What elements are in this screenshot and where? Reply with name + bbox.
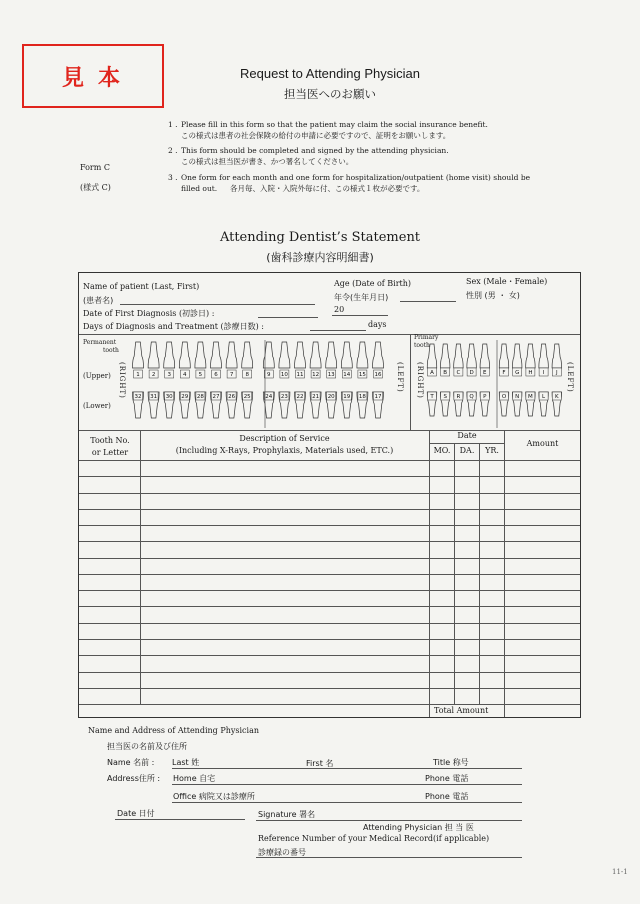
left-label: (LEFT) (396, 362, 404, 393)
date-field[interactable] (115, 819, 245, 820)
signature-label: Signature 署名 (258, 810, 316, 819)
right-label-primary: (RIGHT) (416, 362, 424, 399)
perm-upper-number: 8 (245, 372, 249, 378)
table-row-line (79, 688, 580, 689)
perm-upper-number: 9 (267, 372, 271, 378)
attending-physician-label: Attending Physician 担 当 医 (363, 823, 474, 832)
perm-upper-tooth (295, 342, 306, 368)
perm-upper-number: 2 (151, 372, 156, 378)
perm-lower-number: 24 (265, 394, 273, 400)
perm-upper-tooth (195, 342, 206, 368)
prim-lower-letter: M (528, 394, 533, 400)
col-description: Description of Service (239, 434, 330, 443)
total-amount-label: Total Amount (434, 706, 489, 715)
prim-upper-tooth (539, 344, 549, 368)
table-row-line (79, 655, 580, 656)
perm-upper-tooth (310, 342, 321, 368)
prim-lower-letter: S (443, 394, 447, 400)
perm-upper-number: 10 (280, 372, 288, 378)
prim-upper-letter: D (469, 370, 474, 376)
first-diagnosis-label: Date of First Diagnosis (初診日) : (83, 309, 215, 318)
prim-upper-tooth (512, 344, 522, 368)
date-label: Date 日付 (117, 809, 155, 818)
perm-upper-number: 1 (136, 372, 140, 378)
permanent-tooth-label: Permanent (83, 339, 117, 346)
col-tooth-letter: or Letter (91, 448, 129, 457)
perm-upper-number: 7 (229, 372, 234, 378)
perm-upper-number: 13 (327, 372, 335, 378)
table-row-line (79, 590, 580, 591)
prim-upper-tooth (480, 344, 490, 368)
col-year: YR. (485, 446, 499, 455)
instruction-1-ja: この様式は患者の社会保険の給付の申請に必要ですので、証明をお願いします。 (181, 131, 451, 140)
perm-lower-number: 21 (312, 394, 320, 400)
age-label: Age (Date of Birth) (334, 279, 412, 288)
perm-upper-tooth (341, 342, 352, 368)
instruction-1-num: 1 . (168, 120, 178, 129)
perm-upper-tooth (326, 342, 337, 368)
perm-upper-number: 6 (214, 372, 218, 378)
right-label: (RIGHT) (118, 362, 126, 399)
days-unit: days (368, 320, 387, 329)
prim-upper-letter: G (515, 370, 520, 376)
perm-lower-number: 28 (196, 394, 204, 400)
perm-lower-number: 19 (343, 394, 351, 400)
perm-lower-number: 29 (181, 394, 189, 400)
perm-lower-number: 17 (374, 394, 382, 400)
table-row-line (79, 606, 580, 607)
perm-upper-number: 4 (183, 372, 187, 378)
instruction-3-num: 3 . (168, 173, 178, 182)
primary-tooth-label: Primary (414, 334, 439, 341)
perm-lower-number: 22 (296, 394, 304, 400)
prim-upper-letter: H (528, 370, 533, 376)
prim-lower-letter: K (554, 394, 559, 400)
prim-lower-letter: O (501, 394, 507, 400)
perm-lower-number: 18 (358, 394, 366, 400)
permanent-tooth-label-2: tooth (103, 347, 119, 354)
perm-upper-tooth (148, 342, 159, 368)
total-row-line (79, 704, 580, 705)
prim-upper-tooth (454, 344, 464, 368)
perm-lower-number: 25 (243, 394, 251, 400)
sex-label: Sex (Male・Female) (466, 277, 548, 286)
perm-upper-number: 3 (167, 372, 171, 378)
header-divider (79, 460, 580, 461)
physician-name-label: Name 名前 : (107, 758, 155, 767)
table-row-line (79, 541, 580, 542)
col-day: DA. (459, 446, 475, 455)
prim-upper-tooth (526, 344, 536, 368)
form-label-ja: (様式 C) (80, 183, 111, 192)
title-label: Title 称号 (433, 758, 469, 767)
table-row-line (79, 623, 580, 624)
prim-lower-letter: Q (469, 394, 474, 400)
perm-lower-number: 30 (165, 394, 173, 400)
prim-upper-tooth (440, 344, 450, 368)
prim-upper-letter: I (542, 370, 545, 376)
office-phone-label: Phone 電話 (425, 792, 469, 801)
col-amount: Amount (526, 439, 559, 448)
instruction-2-num: 2 . (168, 146, 178, 155)
table-row-line (79, 574, 580, 575)
prim-upper-letter: A (430, 370, 434, 376)
table-row-line (79, 493, 580, 494)
physician-heading-ja: 担当医の名前及び住所 (107, 742, 187, 751)
prim-upper-tooth (427, 344, 437, 368)
perm-lower-number: 26 (228, 394, 236, 400)
address-label: Address住所 : (107, 774, 161, 783)
instruction-3-en2: filled out. (181, 184, 218, 193)
perm-lower-number: 23 (280, 394, 288, 400)
perm-upper-tooth (211, 342, 222, 368)
prim-lower-letter: N (515, 394, 520, 400)
lower-label: (Lower) (83, 402, 111, 410)
perm-upper-number: 16 (374, 372, 382, 378)
signature-field[interactable] (256, 820, 522, 821)
col-description-2: (Including X-Rays, Prophylaxis, Materials used, ETC.) (175, 446, 394, 455)
statement-title-ja: (歯科診療内容明細書) (266, 251, 374, 264)
first-name-label: First 名 (306, 759, 334, 768)
instruction-2-ja: この様式は担当医が書き、かつ署名してください。 (181, 157, 354, 166)
form-label: Form C (80, 163, 111, 172)
perm-upper-tooth (226, 342, 237, 368)
col-month: MO. (433, 446, 451, 455)
prim-upper-tooth (499, 344, 509, 368)
statement-title-en: Attending Dentist’s Statement (219, 230, 421, 245)
form-title-ja: 担当医へのお願い (284, 87, 376, 101)
prim-upper-tooth (467, 344, 477, 368)
perm-upper-tooth (373, 342, 384, 368)
page-number: 11-1 (612, 868, 628, 876)
prim-lower-letter: T (430, 394, 434, 400)
table-row-line (79, 558, 580, 559)
col-tooth-no: Tooth No. (90, 436, 130, 445)
last-name-label: Last 姓 (172, 758, 200, 767)
days-label: Days of Diagnosis and Treatment (診療日数) : (83, 322, 264, 331)
perm-upper-tooth (133, 342, 144, 368)
perm-upper-tooth (357, 342, 368, 368)
prim-upper-letter: J (555, 370, 558, 376)
prim-lower-letter: R (456, 394, 461, 400)
perm-lower-number: 31 (150, 394, 158, 400)
form-title-en: Request to Attending Physician (240, 66, 420, 81)
perm-upper-tooth (242, 342, 253, 368)
instruction-3-ja: 各月毎、入院・入院外毎に付、この様式１枚が必要です。 (230, 184, 425, 193)
perm-upper-number: 11 (296, 372, 304, 378)
table-row-line (79, 476, 580, 477)
age-label-ja: 年令(生年月日) (334, 293, 389, 302)
prim-upper-letter: F (502, 370, 506, 376)
home-address-field[interactable] (172, 784, 522, 785)
upper-label: (Upper) (83, 372, 111, 380)
home-phone-label: Phone 電話 (425, 774, 469, 783)
prim-upper-tooth (552, 344, 562, 368)
table-row-line (79, 672, 580, 673)
reference-number-label-ja: 診療録の番号 (258, 848, 306, 857)
col-divider-tooth (140, 430, 141, 704)
perm-lower-number: 27 (212, 394, 220, 400)
office-label: Office 病院又は診療所 (173, 792, 255, 801)
prim-upper-letter: E (483, 370, 487, 376)
prim-lower-letter: P (483, 394, 487, 400)
table-row-line (79, 509, 580, 510)
reference-number-field[interactable] (256, 857, 522, 858)
physician-name-field[interactable] (172, 768, 522, 769)
perm-lower-number: 32 (134, 394, 142, 400)
patient-name-label-ja: (患者名) (83, 296, 114, 305)
left-label-primary: (LEFT) (566, 362, 574, 393)
office-address-field[interactable] (172, 802, 522, 803)
table-row-line (79, 525, 580, 526)
instruction-2-en: This form should be completed and signed by the attending physician. (181, 146, 449, 155)
table-row-line (79, 639, 580, 640)
primary-tooth-label-2: tooth (414, 342, 430, 349)
physician-heading: Name and Address of Attending Physician (88, 726, 259, 735)
instruction-1-en: Please fill in this form so that the patient may claim the social insurance benefit. (181, 120, 488, 129)
reference-number-label: Reference Number of your Medical Record(if applicable) (258, 834, 490, 843)
prim-upper-letter: C (456, 370, 461, 376)
perm-upper-number: 15 (358, 372, 366, 378)
perm-upper-tooth (279, 342, 290, 368)
prim-lower-letter: L (542, 394, 546, 400)
patient-name-label: Name of patient (Last, First) (83, 282, 200, 291)
perm-upper-tooth (179, 342, 190, 368)
perm-upper-number: 12 (312, 372, 320, 378)
perm-lower-number: 20 (327, 394, 335, 400)
sex-label-ja: 性別 (男 ・ 女) (466, 291, 520, 300)
instruction-3-en: One form for each month and one form for hospitalization/outpatient (home visit) should be (181, 173, 531, 182)
first-diagnosis-year-prefix: 20 (334, 305, 345, 314)
perm-upper-tooth (164, 342, 175, 368)
prim-upper-letter: B (443, 370, 448, 376)
sample-stamp: 見本 (22, 44, 164, 108)
col-date: Date (457, 431, 477, 440)
perm-upper-number: 5 (198, 372, 203, 378)
home-label: Home 自宅 (173, 774, 216, 783)
perm-upper-number: 14 (343, 372, 351, 378)
